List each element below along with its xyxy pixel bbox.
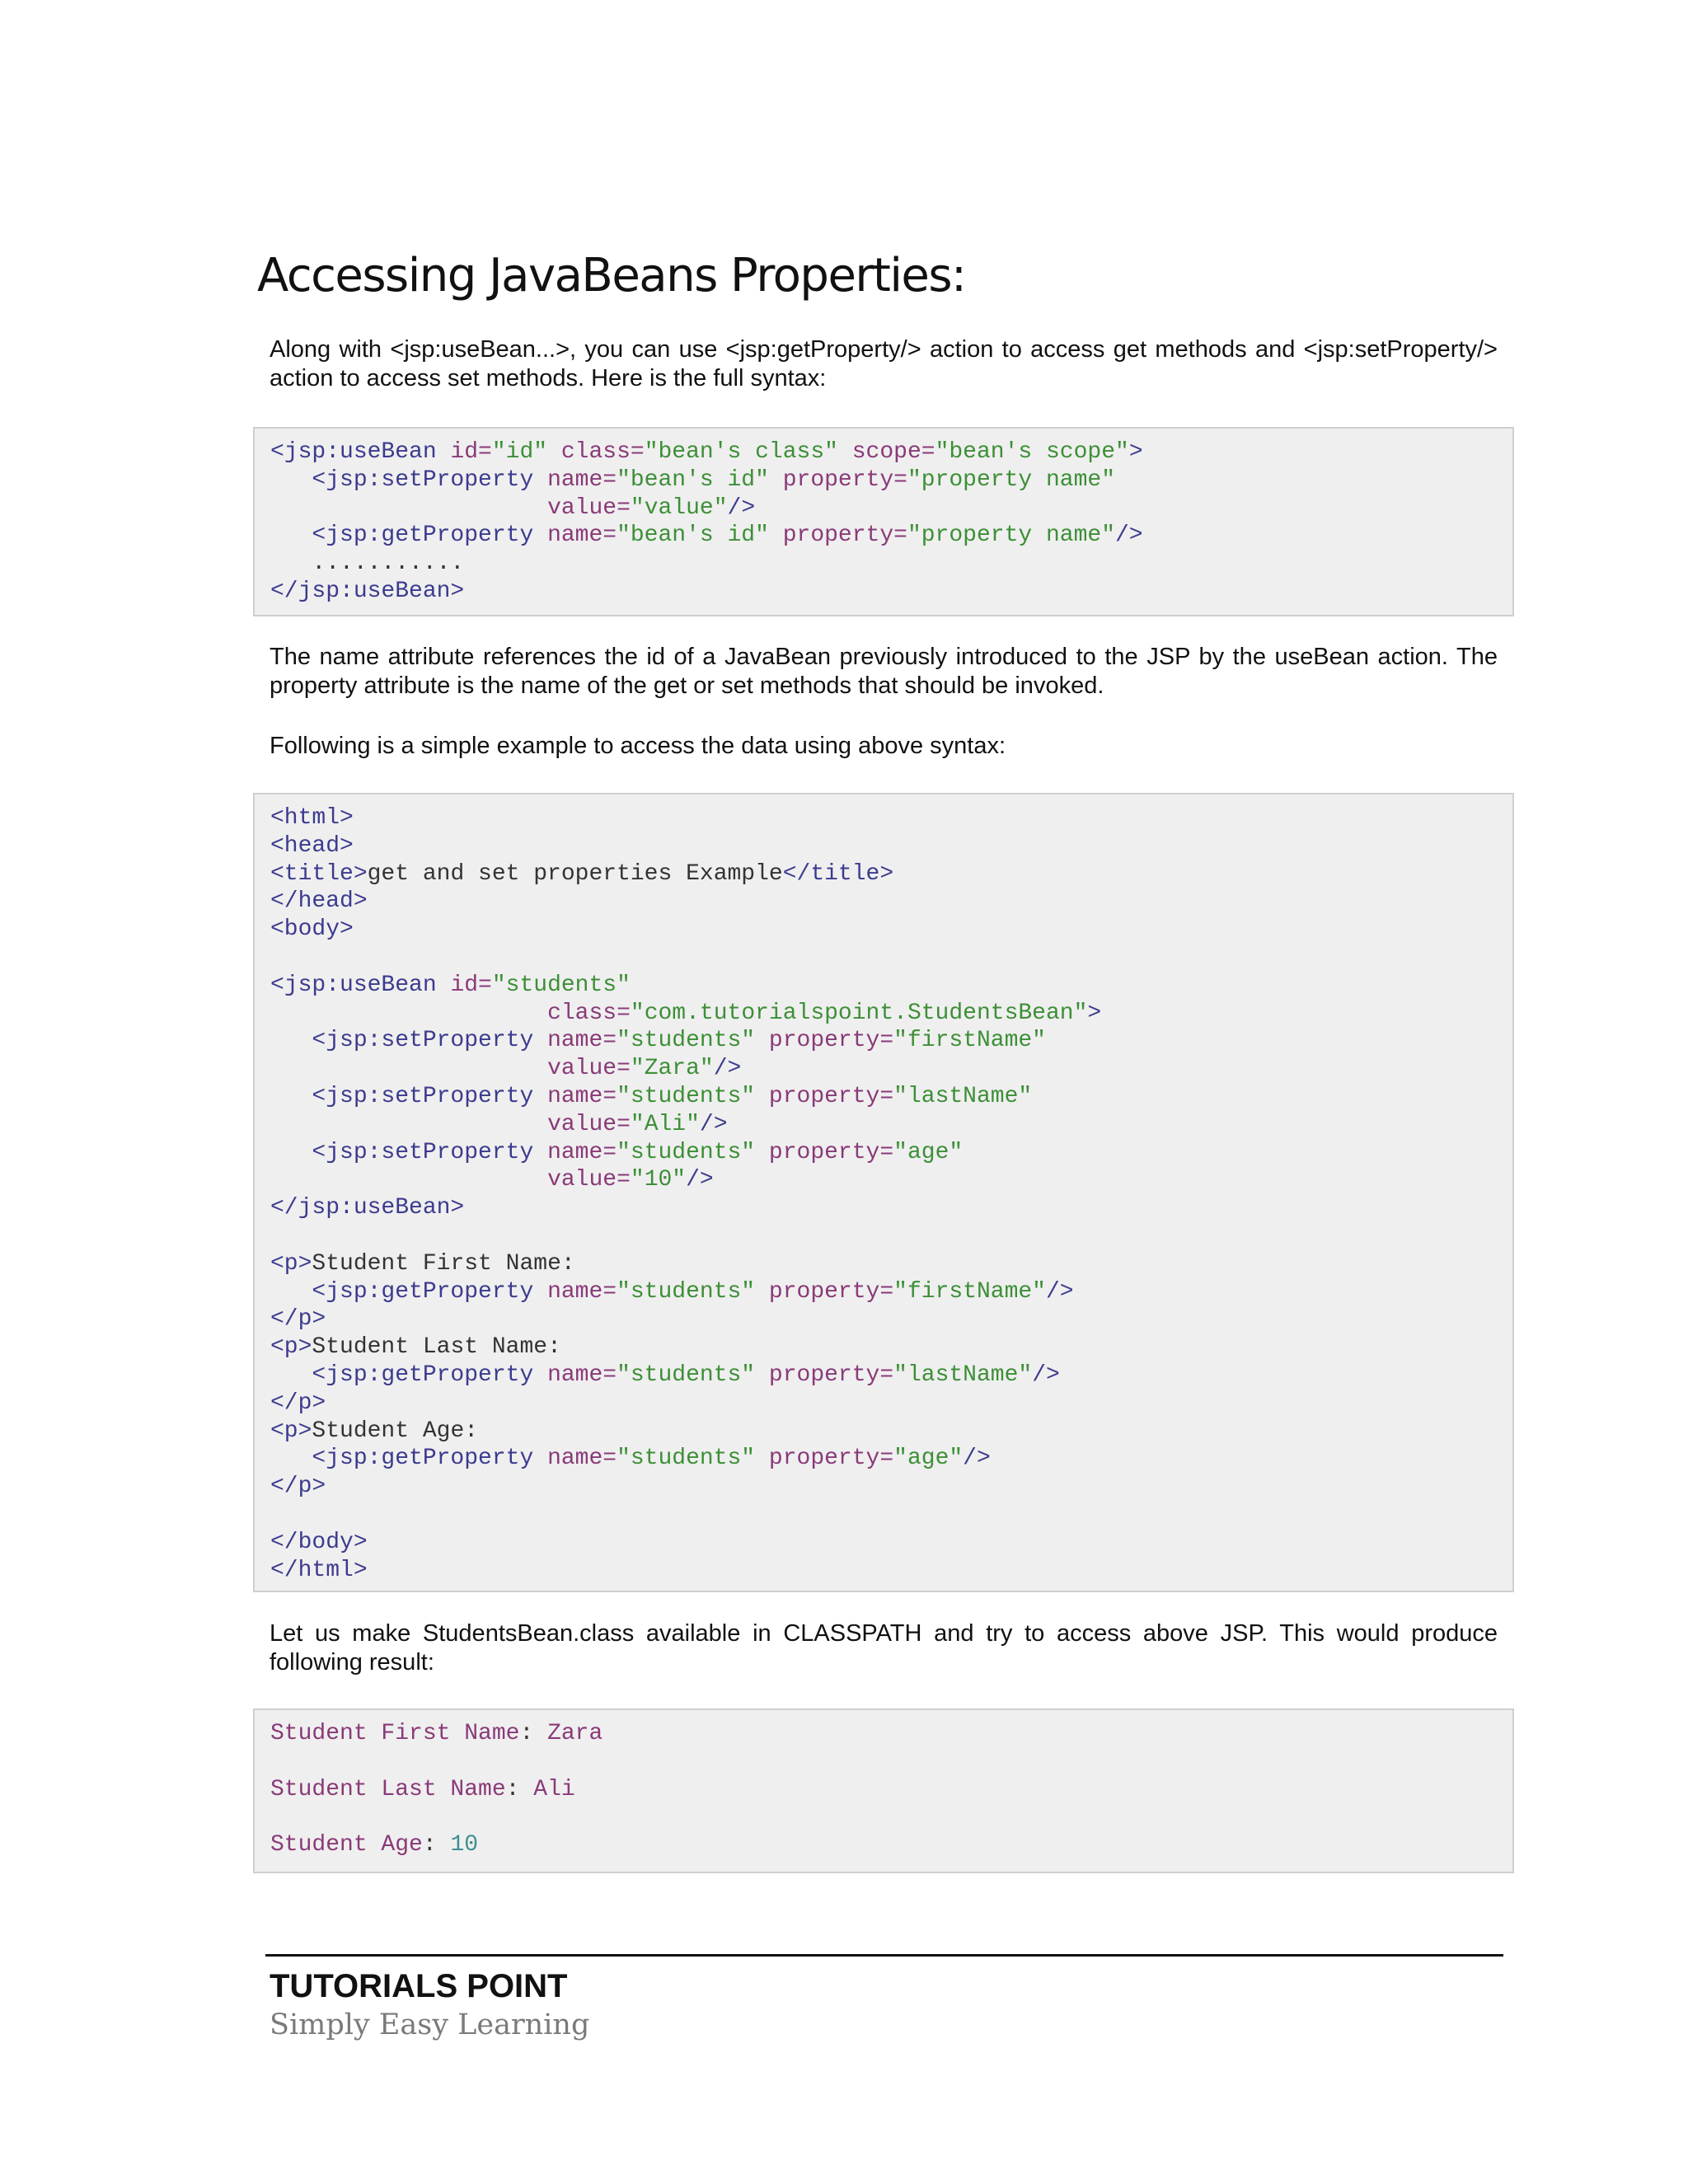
code-token: />: [686, 1167, 714, 1193]
code-line: [270, 1390, 1512, 1418]
code-token: "lastName": [893, 1361, 1033, 1388]
code-line: [270, 1803, 1512, 1831]
code-token: "age": [893, 1446, 964, 1472]
code-line: [270, 1222, 1512, 1250]
code-token: </head>: [270, 888, 368, 915]
code-line: [270, 888, 1512, 916]
code-token: />: [1115, 523, 1143, 549]
code-token: "com.tutorialspoint.StudentsBean": [630, 1000, 1088, 1026]
code-token: [270, 1112, 547, 1137]
code-line: [270, 1333, 1512, 1361]
code-token: "age": [893, 1139, 964, 1165]
code-token: <html>: [270, 805, 354, 831]
code-line: [270, 1557, 1512, 1585]
code-line: [270, 1529, 1512, 1557]
code-token: "students": [617, 1083, 769, 1109]
code-token: "bean's class": [644, 439, 852, 465]
code-token: <jsp:setProperty: [270, 466, 548, 493]
code-line: [270, 1250, 1512, 1278]
code-token: <body>: [270, 916, 354, 943]
code-line: [270, 438, 1512, 466]
code-token: <jsp:getProperty: [270, 1278, 548, 1305]
code-token: property=: [782, 466, 907, 493]
output-code-block: [253, 1708, 1514, 1873]
code-line: [270, 1139, 1512, 1167]
code-token: "students": [617, 1446, 769, 1472]
code-token: <head>: [270, 832, 354, 859]
code-token: [270, 1001, 547, 1026]
code-line: [270, 972, 1512, 1000]
code-token: <jsp:setProperty: [270, 1139, 548, 1165]
code-line: [270, 578, 1512, 606]
code-token: />: [1032, 1361, 1060, 1388]
code-line: [270, 944, 1512, 972]
code-token: property=: [782, 523, 907, 549]
footer-tagline: Simply Easy Learning: [270, 2008, 590, 2041]
code-token: <jsp:setProperty: [270, 1028, 548, 1054]
code-token: "bean's id": [617, 523, 783, 549]
code-token: <jsp:useBean: [270, 972, 451, 998]
code-line: [270, 1194, 1512, 1222]
code-token: <jsp:getProperty: [270, 1446, 548, 1472]
code-token: [270, 1167, 547, 1193]
code-token: "students": [617, 1139, 769, 1165]
code-token: "property name": [907, 523, 1115, 549]
code-line: [270, 1748, 1512, 1776]
code-token: property=: [768, 1361, 894, 1388]
code-line: [270, 1831, 1512, 1859]
code-token: />: [727, 494, 756, 521]
code-line: [270, 1501, 1512, 1529]
code-token: </jsp:useBean>: [270, 1195, 465, 1221]
code-token: :: [422, 1832, 451, 1858]
code-token: name=: [547, 1446, 617, 1472]
code-token: >: [1087, 1000, 1102, 1026]
code-token: </jsp:useBean>: [270, 578, 465, 604]
code-token: value=: [547, 1056, 631, 1082]
code-token: "students": [617, 1028, 769, 1054]
code-token: <jsp:getProperty: [270, 523, 548, 549]
code-token: "Zara": [630, 1056, 714, 1082]
code-line: [270, 1027, 1512, 1055]
code-token: name=: [547, 1278, 617, 1305]
code-token: id=: [450, 439, 492, 465]
code-token: name=: [547, 1361, 617, 1388]
code-line: [270, 1111, 1512, 1139]
code-token: "10": [630, 1167, 687, 1193]
code-line: [270, 1418, 1512, 1446]
code-token: </title>: [782, 860, 894, 887]
syntax-code-block: [253, 427, 1514, 616]
code-token: value=: [547, 1111, 631, 1137]
code-token: />: [1046, 1278, 1074, 1305]
code-token: :: [505, 1776, 534, 1802]
code-line: [270, 466, 1512, 494]
code-token: Student Last Name: [270, 1776, 506, 1802]
code-token: <p>: [270, 1418, 312, 1444]
code-line: [270, 1445, 1512, 1473]
code-token: ...........: [270, 551, 465, 577]
code-token: property=: [768, 1083, 894, 1109]
code-token: Zara: [547, 1721, 603, 1746]
code-token: property=: [768, 1278, 894, 1305]
code-token: property=: [768, 1139, 894, 1165]
code-token: value=: [547, 494, 631, 521]
code-token: property=: [768, 1028, 894, 1054]
code-line: [270, 550, 1512, 578]
code-line: [270, 1305, 1512, 1333]
code-line: [270, 1361, 1512, 1390]
code-token: >: [1128, 439, 1143, 465]
code-line: [270, 1278, 1512, 1306]
code-token: Student Last Name:: [312, 1334, 561, 1361]
code-token: name=: [547, 466, 617, 493]
code-token: class=: [560, 439, 645, 465]
code-line: [270, 860, 1512, 888]
code-line: [270, 522, 1512, 550]
code-token: "firstName": [893, 1278, 1046, 1305]
code-token: />: [699, 1111, 728, 1137]
example-code-block: [253, 793, 1514, 1592]
code-token: <p>: [270, 1250, 312, 1277]
code-token: "lastName": [893, 1083, 1033, 1109]
code-line: [270, 1720, 1512, 1748]
example-intro-paragraph: Following is a simple example to access the data using above syntax:: [270, 733, 1006, 759]
code-token: :: [519, 1721, 548, 1746]
code-token: <title>: [270, 860, 368, 887]
code-token: "firstName": [893, 1028, 1046, 1054]
code-token: </p>: [270, 1306, 326, 1333]
code-token: 10: [450, 1832, 479, 1858]
code-token: </p>: [270, 1390, 326, 1416]
code-token: </html>: [270, 1557, 368, 1583]
code-line: [270, 1000, 1512, 1028]
code-token: <jsp:getProperty: [270, 1361, 548, 1388]
code-line: [270, 1166, 1512, 1194]
code-token: name=: [547, 1083, 617, 1109]
code-token: </p>: [270, 1474, 326, 1500]
code-token: "Ali": [630, 1111, 700, 1137]
code-token: />: [963, 1446, 991, 1472]
code-token: </body>: [270, 1529, 368, 1555]
code-token: [270, 495, 547, 521]
page-title: Accessing JavaBeans Properties:: [257, 249, 966, 302]
code-token: scope=: [851, 439, 935, 465]
code-token: property=: [768, 1446, 894, 1472]
code-line: [270, 1055, 1512, 1083]
code-token: Student Age: [270, 1832, 423, 1858]
code-token: "property name": [907, 466, 1115, 493]
code-token: />: [713, 1056, 742, 1082]
code-token: name=: [547, 1028, 617, 1054]
code-token: "bean's id": [617, 466, 783, 493]
code-token: <jsp:useBean: [270, 439, 451, 465]
result-intro-paragraph: Let us make StudentsBean.class available in CLASSPATH and try to access above JSP. This would produce following result:: [270, 1620, 1498, 1675]
footer-divider: [265, 1954, 1503, 1957]
code-token: value=: [547, 1167, 631, 1193]
code-token: "bean's scope": [935, 439, 1129, 465]
code-token: get and set properties Example: [367, 860, 783, 887]
code-token: <jsp:setProperty: [270, 1083, 548, 1109]
code-token: [270, 1056, 547, 1081]
code-token: "students": [617, 1361, 769, 1388]
code-token: class=: [547, 1000, 631, 1026]
code-line: [270, 494, 1512, 523]
code-token: id=: [450, 972, 492, 998]
footer-brand: TUTORIALS POINT: [270, 1968, 568, 2004]
code-line: [270, 916, 1512, 944]
code-line: [270, 832, 1512, 860]
code-token: Student Age:: [312, 1418, 479, 1444]
code-line: [270, 1776, 1512, 1804]
intro-paragraph: Along with <jsp:useBean...>, you can use <jsp:getProperty/> action to access get methods and <jsp:setProperty/> action to access set methods. Here is the full syntax:: [270, 336, 1498, 391]
code-line: [270, 1473, 1512, 1501]
code-token: "value": [630, 494, 728, 521]
code-token: "students": [617, 1278, 769, 1305]
name-attribute-paragraph: The name attribute references the id of a JavaBean previously introduced to the JSP by the useBean action. The property attribute is the name of the get or set methods that should be invoked.: [270, 644, 1498, 699]
code-line: [270, 1083, 1512, 1111]
code-token: Student First Name: [270, 1721, 520, 1746]
code-line: [270, 804, 1512, 832]
code-token: "id": [491, 439, 561, 465]
code-token: Student First Name:: [312, 1250, 575, 1277]
code-token: name=: [547, 1139, 617, 1165]
code-token: <p>: [270, 1334, 312, 1361]
code-token: "students": [491, 972, 631, 998]
code-token: Ali: [533, 1776, 575, 1802]
code-token: name=: [547, 523, 617, 549]
